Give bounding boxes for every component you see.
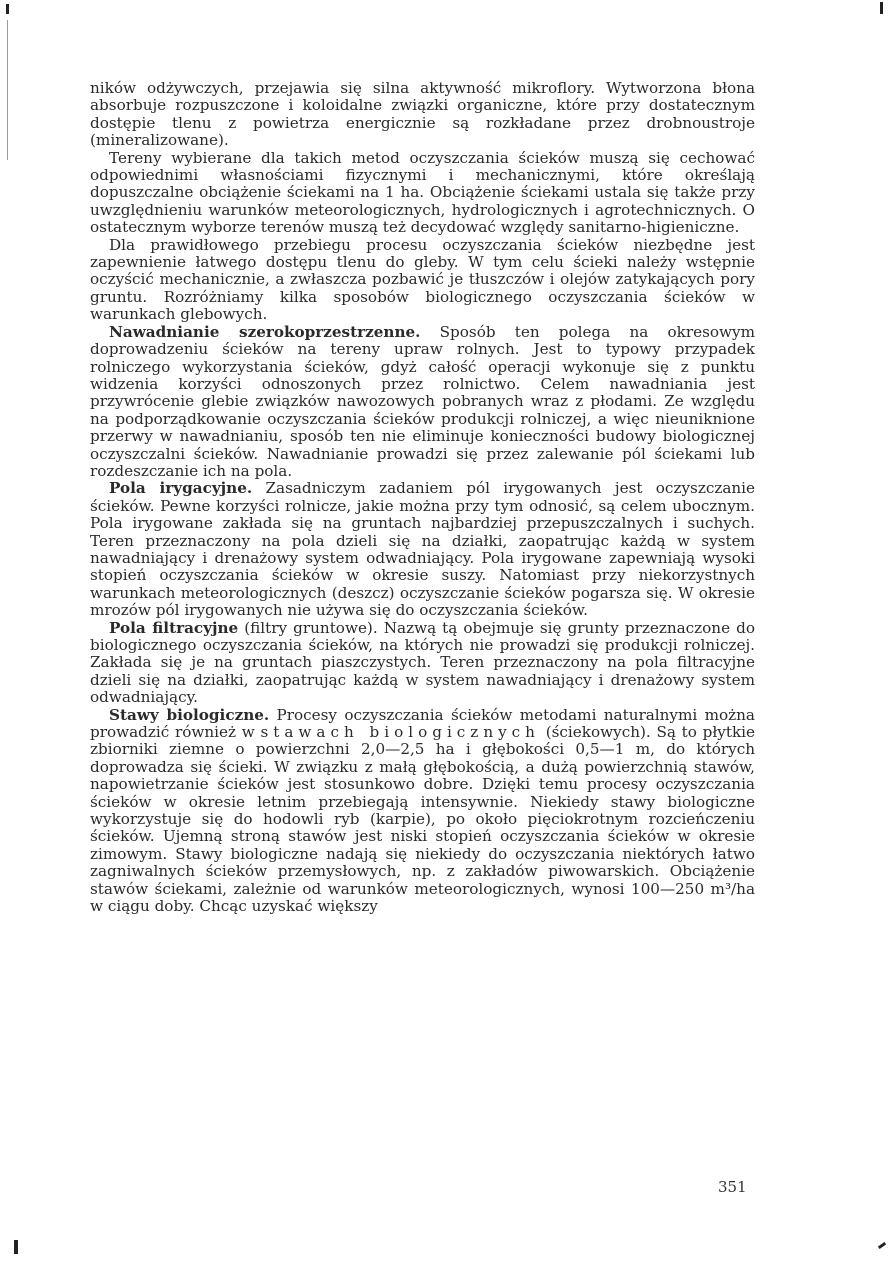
paragraph-text: Sposób ten polega na okresowym doprowadzeniu ścieków na tereny upraw rolnych. Jest to typowy przypadek rolniczego wykorzystania ścieków, gdyż całość operacji wykonuje się z punktu widzenia korzyści odnoszonych przez rolnictwo. Celem nawadniania jest przywrócenie glebie związków nawozowych pobranych wraz z płodami. Ze względu na podporządkowanie oczyszczania ścieków produkcji rolniczej, a więc nieuniknione przerwy w nawadnianiu, sposób ten nie eliminuje konieczności budowy biologicznej oczyszczalni ścieków. Nawadnianie prowadzi się przez zalewanie pól ściekami lub rozdeszczanie ich na pola. bbox=[90, 322, 756, 480]
section-heading: Pola irygacyjne. bbox=[109, 479, 253, 498]
page-number: 351 bbox=[718, 1178, 747, 1196]
paragraph-text: ników odżywczych, przejawia się silna aktywność mikroflory. Wytworzona błona absorbuje rozpuszczone i koloidalne związki organiczne, które przy dostatecznym dostępie tlenu z powietrza energicznie są rozkładane przez drobnoustroje (mineralizowane). bbox=[90, 79, 755, 150]
paragraph-irrigation bbox=[90, 324, 755, 481]
section-heading: Stawy biologiczne. bbox=[109, 705, 270, 724]
spaced-term: stawach biologicznych bbox=[260, 723, 540, 742]
scan-mark-bottom-right bbox=[878, 1242, 886, 1249]
paragraph-filter-fields bbox=[90, 620, 755, 707]
paragraph-text: Procesy oczyszczania ścieków metodami naturalnymi można prowadzić również w bbox=[90, 705, 755, 742]
paragraph-text: (ściekowych). Są to płytkie zbiorniki ziemne o powierzchni 2,0—2,5 ha i głębokości 0,5—1 m, do których doprowadza się ścieki. W związku z małą głębokością, a dużą powierzchnią stawów, napowietrzanie ścieków jest stosunkowo dobre. Dzięki temu procesy oczyszczania ścieków w okresie letnim przebiegają intensywnie. Niekiedy stawy biologiczne wykorzystuje się do hodowli ryb (karpie), po około pięciokrotnym rozcieńczeniu ścieków. Ujemną stroną stawów jest niski stopień oczyszczania ścieków w okresie zimowym. Stawy biologiczne nadają się niekiedy do oczyszczania niektórych łatwo zagniwalnych ścieków przemysłowych, np. z zakładów piwowarskich. Obciążenie stawów ściekami, zależnie od warunków meteorologicznych, wynosi 100—250 m³/ha w ciągu doby. Chcąc uzyskać większy bbox=[90, 723, 755, 916]
paragraph-biological-ponds bbox=[90, 707, 755, 916]
paragraph-irrigation-fields bbox=[90, 480, 755, 619]
paragraph-oxygen-access bbox=[90, 237, 755, 324]
paragraph-text: Zasadniczym zadaniem pól irygowanych jest oczyszczanie ścieków. Pewne korzyści rolnicze, jakie można przy tym odnosić, są celem ubocznym. Pola irygowane zakłada się na gruntach najbardziej przepuszczalnych i suchych. Teren przeznaczony na pola dzieli się na działki, zaopatrując każdą w system nawadniający i drenażowy system odwadniający. Pola irygowane zapewniają wysoki stopień oczyszczania ścieków w okresie suszy. Natomiast przy niekorzystnych warunkach meteorologicznych (deszcz) oczyszczanie ścieków pogarsza się. W okresie mrozów pól irygowanych nie używa się do oczyszczania ścieków. bbox=[90, 479, 756, 620]
scan-mark-top-left bbox=[6, 4, 9, 14]
section-heading: Nawadnianie szerokoprzestrzenne. bbox=[109, 322, 421, 341]
paragraph-text: Dla prawidłowego przebiegu procesu oczyszczania ścieków niezbędne jest zapewnienie łatwego dostępu tlenu do gleby. W tym celu ścieki należy wstępnie oczyścić mechanicznie, a zwłaszcza pozbawić je tłuszczów i olejów zatykających pory gruntu. Rozróżniamy kilka sposobów biologicznego oczyszczania ścieków w warunkach glebowych. bbox=[90, 235, 755, 324]
paragraph-terrain-selection bbox=[90, 150, 755, 237]
scan-mark-bottom-left bbox=[14, 1240, 18, 1254]
scan-mark-left-line bbox=[7, 20, 8, 160]
page-body bbox=[90, 80, 755, 916]
section-heading: Pola filtracyjne bbox=[109, 618, 239, 637]
paragraph-text: Tereny wybierane dla takich metod oczyszczania ścieków muszą się cechować odpowiednimi własnościami fizycznymi i mechanicznymi, które określają dopuszczalne obciążenie ściekami na 1 ha. Obciążenie ściekami ustala się także przy uwzględnieniu warunków meteorologicznych, hydrologicznych i agrotechnicznych. O ostatecznym wyborze terenów muszą też decydować względy sanitarno-higieniczne. bbox=[90, 148, 755, 237]
paragraph-text: (filtry gruntowe). Nazwą tą obejmuje się grunty przeznaczone do biologicznego oczyszczania ścieków, na których nie prowadzi się produkcji rolniczej. Zakłada się je na gruntach piaszczystych. Teren przeznaczony na pola filtracyjne dzieli się na działki, zaopatrując każdą w system nawadniający i drenażowy system odwadniający. bbox=[90, 618, 755, 707]
scan-mark-top-right bbox=[880, 2, 883, 14]
paragraph-continuation bbox=[90, 80, 755, 150]
